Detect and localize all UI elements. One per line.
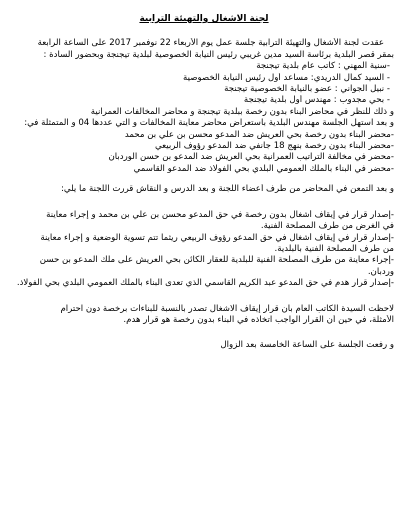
attendee-item: -سنية المهني : كاتب عام بلدية تيجنجة bbox=[256, 61, 390, 72]
agenda-section bbox=[14, 107, 394, 175]
note-line: الأمثلة، في حين أن القرار الواجب اتخاذه في البناء بدون رخصة هو قرار هدم. bbox=[123, 314, 394, 325]
agenda-item: -محضر في البناء بالملك العمومي البلدي بحي الفولاذ ضد المدعو القاسمي bbox=[133, 163, 394, 174]
decision-line: -إصدار قرار هدم في حق المدعو عبد الكريم القاسمي الذي تعدى البناء بالملك العمومي البلدي بحي الفولاذ. bbox=[16, 278, 394, 289]
closing-line: و رفعت الجلسة على الساعة الخامسة بعد الزوال bbox=[220, 340, 394, 351]
decision-item bbox=[14, 210, 394, 233]
decision-item bbox=[14, 278, 394, 289]
agenda-line: و بعد استهل الجلسة مهندس البلدية باستعراض محاضر معاينة المخالفات و التي عددها 04 و المتمثلة في: bbox=[24, 118, 394, 129]
intro-line: عقدت لجنة الأشغال والتهيئة الترابية جلسة عمل يوم الأربعاء 22 نوفمبر 2017 على الساعة الرابعة bbox=[37, 38, 384, 49]
decisions-list bbox=[14, 210, 394, 290]
decision-line: -إجراء معاينة من طرف المصلحة الفنية للبلدية للعقار الكائن بحي العريش على ملك المدعو بن حسن bbox=[39, 255, 394, 266]
attendees-list bbox=[14, 61, 394, 107]
document-title: لجنة الاشغال والتهيئة الترابية bbox=[139, 14, 269, 24]
agenda-item: -محضر البناء بدون رخصة بنهج 18 جانفي ضد المدعو رؤوف الربيعي bbox=[154, 141, 394, 152]
decision-line: -إصدار قرار في إيقاف أشغال في حق المدعو رؤوف الربيعي ريثما تتم تسوية الوضعية و إجراء معاينة bbox=[40, 232, 394, 243]
decision-line: وردبان. bbox=[367, 266, 394, 277]
attendee-item: - نبيل الجواني : عضو بالنيابة الخصوصية تيجنجة bbox=[224, 84, 390, 95]
attendee-item: - السيد كمال الدريدي: مساعد أول رئيس النيابة الخصوصية bbox=[183, 72, 390, 83]
note-line: لاحظت السيدة الكاتب العام بان قرار إيقاف الاشغال تصدر بالنسبة للبناءات برخصة دون احترام bbox=[60, 303, 394, 314]
intro-line: بمقر قصر البلدية برئاسة السيد مدين غريبي رئيس النيابة الخصوصية لبلدية تيجنجة وبحضور السادة : bbox=[43, 49, 394, 60]
agenda-line: و ذلك للنظر في محاضر البناء بدون رخصة ببلدية تيجنجة و محاضر المخالفات العمرانية bbox=[90, 106, 394, 117]
decision-item bbox=[14, 255, 394, 278]
intro-paragraph bbox=[14, 38, 394, 61]
note-paragraph bbox=[14, 304, 394, 327]
decision-line: -إصدار قرار في إيقاف أشغال بدون رخصة في حق المدعو محسن بن علي بن محمد و إجراء معاينة bbox=[46, 209, 394, 220]
decision-line: في الغرض من طرف المصلحة الفنية. bbox=[260, 221, 394, 232]
agenda-item: -محضر في مخالفة التراتيب العمرانية بحي العريش ضد المدعو بن حسن الوردبان bbox=[108, 152, 394, 163]
decision-item bbox=[14, 233, 394, 256]
attendee-item: - بحي مجدوب : مهندس أول بلدية تيجنجة bbox=[243, 95, 390, 106]
decision-line: من طرف المصلحة الفنية بالبلدية. bbox=[274, 243, 394, 254]
agenda-item: -محضر البناء بدون رخصة بحي العريش ضد المدعو محسن بن علي بن محمد bbox=[124, 129, 394, 140]
discussion-paragraph: و بعد التمعن في المحاضر من طرف أعضاء اللجنة و بعد الدرس و النقاش قررت اللجنة ما يلي: bbox=[61, 184, 394, 195]
